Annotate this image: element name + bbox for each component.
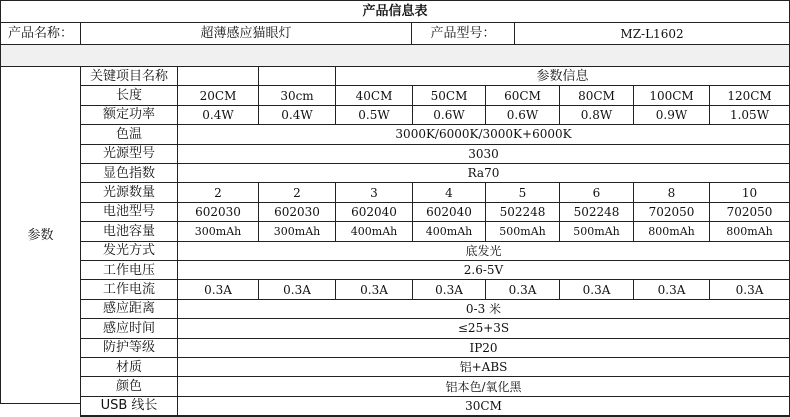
section-label-params: 参数 — [0, 66, 81, 404]
param-value: 702050 — [709, 202, 790, 222]
header-blank-cell — [258, 66, 336, 86]
param-label: 电池容量 — [80, 221, 178, 241]
param-label: 材质 — [80, 357, 178, 377]
param-value: 3030 — [177, 144, 790, 164]
param-value: 300mAh — [258, 221, 336, 241]
param-value: 502248 — [485, 202, 560, 222]
header-item-label: 关键项目名称 — [80, 66, 178, 86]
param-value: 80CM — [559, 85, 634, 105]
param-value: 602030 — [177, 202, 259, 222]
param-value: 5 — [485, 182, 560, 202]
param-value: 4 — [412, 182, 486, 202]
param-value: 2 — [177, 182, 259, 202]
param-value: 铝本色/氧化黑 — [177, 376, 790, 396]
param-value: 702050 — [633, 202, 710, 222]
param-value: Ra70 — [177, 163, 790, 183]
param-value: 2 — [258, 182, 336, 202]
param-label: 电池型号 — [80, 202, 178, 222]
param-value: 0.3A — [633, 279, 710, 299]
param-value: 300mAh — [177, 221, 259, 241]
param-value: 40CM — [335, 85, 413, 105]
param-value: 50CM — [412, 85, 486, 105]
param-value: 0.3A — [177, 279, 259, 299]
param-value: 10 — [709, 182, 790, 202]
param-label: 感应距离 — [80, 299, 178, 319]
param-value: 2.6-5V — [177, 260, 790, 280]
param-value: 0.9W — [633, 105, 710, 125]
param-value: 8 — [633, 182, 710, 202]
param-value: 800mAh — [633, 221, 710, 241]
param-value: 0.6W — [412, 105, 486, 125]
param-label: 发光方式 — [80, 241, 178, 261]
param-label: 光源数量 — [80, 182, 178, 202]
param-value: 0.6W — [485, 105, 560, 125]
param-label: 工作电流 — [80, 279, 178, 299]
param-value: 0.3A — [412, 279, 486, 299]
param-value: 502248 — [559, 202, 634, 222]
param-label: 额定功率 — [80, 105, 178, 125]
param-label: 显色指数 — [80, 163, 178, 183]
param-label: 光源型号 — [80, 144, 178, 164]
param-value: 800mAh — [709, 221, 790, 241]
param-value: 30CM — [177, 396, 790, 416]
param-label: USB 线长 — [80, 396, 178, 416]
param-value: 0.3A — [709, 279, 790, 299]
param-value: 3000K/6000K/3000K+6000K — [177, 124, 790, 144]
param-value: 0.4W — [177, 105, 259, 125]
param-value: 20CM — [177, 85, 259, 105]
param-value: 底发光 — [177, 241, 790, 261]
param-value: 1.05W — [709, 105, 790, 125]
param-value: 120CM — [709, 85, 790, 105]
param-value: 0-3 米 — [177, 299, 790, 319]
param-value: 60CM — [485, 85, 560, 105]
param-value: 100CM — [633, 85, 710, 105]
param-value: 400mAh — [412, 221, 486, 241]
param-value: 602040 — [412, 202, 486, 222]
param-value: 0.3A — [559, 279, 634, 299]
param-value: 500mAh — [559, 221, 634, 241]
param-label: 感应时间 — [80, 318, 178, 338]
param-label: 颜色 — [80, 376, 178, 396]
product-name-value: 超薄感应猫眼灯 — [80, 22, 412, 45]
param-value: 0.8W — [559, 105, 634, 125]
param-value: 0.3A — [335, 279, 413, 299]
param-value: 0.5W — [335, 105, 413, 125]
param-value: 400mAh — [335, 221, 413, 241]
param-value: IP20 — [177, 338, 790, 358]
param-value: 6 — [559, 182, 634, 202]
header-info-label: 参数信息 — [335, 66, 790, 86]
spacer-row — [0, 44, 790, 67]
param-value: 602040 — [335, 202, 413, 222]
param-value: 铝+ABS — [177, 357, 790, 377]
param-value: 0.3A — [258, 279, 336, 299]
param-value: 0.4W — [258, 105, 336, 125]
param-value: 0.3A — [485, 279, 560, 299]
model-label: 产品型号： — [411, 22, 515, 45]
param-value: 602030 — [258, 202, 336, 222]
param-value: 3 — [335, 182, 413, 202]
param-value: 30cm — [258, 85, 336, 105]
param-value: ≤25+3S — [177, 318, 790, 338]
param-value: 500mAh — [485, 221, 560, 241]
product-name-label: 产品名称： — [0, 22, 81, 45]
model-value: MZ-L1602 — [514, 22, 790, 45]
param-label: 长度 — [80, 85, 178, 105]
title-cell: 产品信息表 — [0, 0, 790, 23]
param-label: 工作电压 — [80, 260, 178, 280]
param-label: 防护等级 — [80, 338, 178, 358]
param-label: 色温 — [80, 124, 178, 144]
